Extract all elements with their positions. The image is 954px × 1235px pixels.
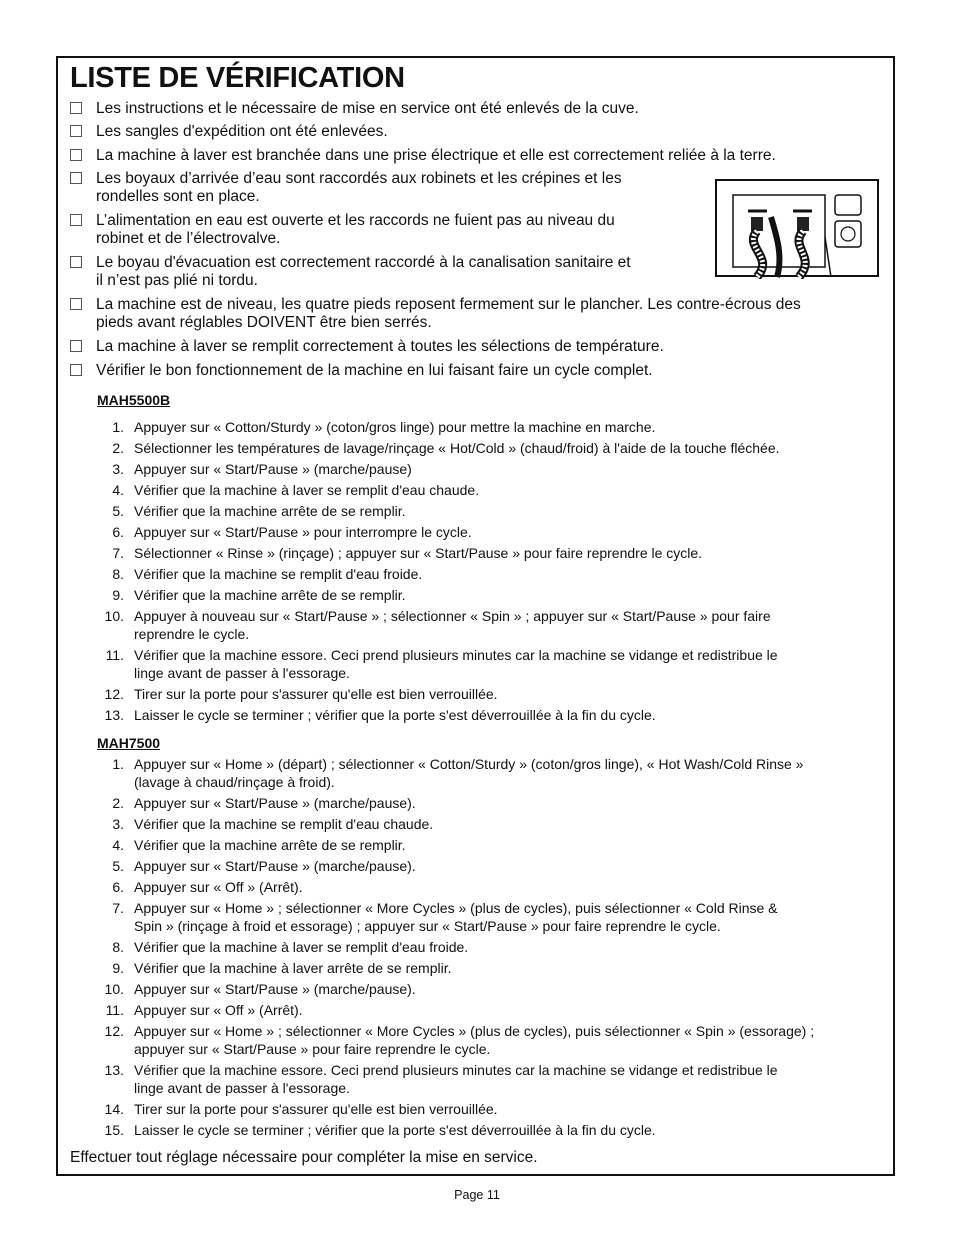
step-text: Laisser le cycle se terminer ; vérifier que la porte s'est déverrouillée à la fin du cycle. (134, 1122, 656, 1138)
step-number: 5. (112, 503, 124, 519)
checklist-line: La machine à laver est branchée dans une prise électrique et elle est correctement reliée à la terre. (96, 147, 776, 164)
step-item (97, 1022, 877, 1058)
checklist-item-text (96, 212, 615, 248)
step-text: reprendre le cycle. (134, 626, 250, 642)
step-text: (lavage à chaud/rinçage à froid). (134, 774, 335, 790)
checklist-item-text (96, 296, 801, 332)
step-number: 7. (112, 545, 124, 561)
step-item (97, 586, 877, 604)
checklist-line: rondelles sont en place. (96, 188, 260, 205)
step-number: 1. (112, 419, 124, 435)
step-text: linge avant de passer à l'essorage. (134, 665, 350, 681)
step-text: Appuyer sur « Start/Pause » (marche/pause). (134, 981, 416, 997)
step-item (97, 523, 877, 541)
model-b-steps (97, 755, 877, 1142)
step-number: 13. (104, 707, 124, 723)
checkbox[interactable] (70, 340, 82, 352)
checklist-item-text (96, 170, 622, 206)
checklist-item-text (96, 100, 639, 118)
step-number: 3. (112, 461, 124, 477)
step-number: 9. (112, 960, 124, 976)
step-text: linge avant de passer à l'essorage. (134, 1080, 350, 1096)
step-number: 6. (112, 879, 124, 895)
checklist-line: pieds avant réglables DOIVENT être bien serrés. (96, 314, 432, 331)
checklist-item-text (96, 362, 653, 380)
step-text: Vérifier que la machine essore. Ceci prend plusieurs minutes car la machine se vidange et redistribue le (134, 1062, 778, 1078)
checklist-line: Les sangles d'expédition ont été enlevées. (96, 123, 388, 140)
checklist-item-text (96, 254, 631, 290)
footer-note: Effectuer tout réglage nécessaire pour compléter la mise en service. (70, 1149, 538, 1166)
step-number: 3. (112, 816, 124, 832)
step-item (97, 706, 877, 724)
checklist-item-text (96, 338, 664, 356)
step-text: Vérifier que la machine à laver se remplit d'eau froide. (134, 939, 469, 955)
checklist-item-text (96, 123, 388, 141)
step-item (97, 1001, 877, 1019)
checklist-item-text (96, 147, 776, 165)
step-item (97, 565, 877, 583)
step-item (97, 685, 877, 703)
step-number: 10. (104, 608, 124, 624)
step-number: 14. (104, 1101, 124, 1117)
step-number: 15. (104, 1122, 124, 1138)
step-text: Sélectionner « Rinse » (rinçage) ; appuyer sur « Start/Pause » pour faire reprendre le cycle. (134, 545, 703, 561)
step-number: 7. (112, 900, 124, 916)
step-number: 13. (104, 1062, 124, 1078)
step-text: Appuyer sur « Cotton/Sturdy » (coton/gros linge) pour mettre la machine en marche. (134, 419, 656, 435)
step-number: 2. (112, 440, 124, 456)
step-text: Vérifier que la machine se remplit d'eau chaude. (134, 816, 434, 832)
page-number: Page 11 (454, 1188, 500, 1202)
step-item (97, 836, 877, 854)
step-item (97, 1061, 877, 1097)
step-text: Appuyer sur « Off » (Arrêt). (134, 1002, 303, 1018)
checkbox[interactable] (70, 149, 82, 161)
step-number: 12. (104, 686, 124, 702)
checklist-line: Le boyau d'évacuation est correctement raccordé à la canalisation sanitaire et (96, 254, 631, 271)
step-item (97, 794, 877, 812)
step-item (97, 815, 877, 833)
step-item (97, 959, 877, 977)
checklist-line: Vérifier le bon fonctionnement de la machine en lui faisant faire un cycle complet. (96, 362, 653, 379)
faucet-illustration (713, 177, 881, 279)
checklist-line: robinet et de l’électrovalve. (96, 230, 281, 247)
step-number: 1. (112, 756, 124, 772)
step-number: 4. (112, 482, 124, 498)
checklist-line: La machine est de niveau, les quatre pieds reposent fermement sur le plancher. Les contre-écrous des (96, 296, 801, 313)
step-text: Appuyer à nouveau sur « Start/Pause » ; sélectionner « Spin » ; appuyer sur « Start/Pause » pour faire (134, 608, 771, 624)
step-text: Vérifier que la machine arrête de se remplir. (134, 503, 406, 519)
model-a-steps (97, 418, 877, 727)
step-item (97, 980, 877, 998)
checkbox[interactable] (70, 256, 82, 268)
step-text: Vérifier que la machine arrête de se remplir. (134, 587, 406, 603)
step-item (97, 481, 877, 499)
step-item (97, 418, 877, 436)
step-item (97, 460, 877, 478)
step-text: Appuyer sur « Home » ; sélectionner « More Cycles » (plus de cycles), puis sélectionner « Spin » (essorage) ; (134, 1023, 815, 1039)
step-number: 6. (112, 524, 124, 540)
model-b-heading: MAH7500 (97, 735, 161, 751)
step-item (97, 607, 877, 643)
checklist-line: La machine à laver se remplit correctement à toutes les sélections de température. (96, 338, 664, 355)
step-text: Vérifier que la machine se remplit d'eau froide. (134, 566, 423, 582)
checkbox[interactable] (70, 364, 82, 376)
step-item (97, 755, 877, 791)
step-text: Tirer sur la porte pour s'assurer qu'elle est bien verrouillée. (134, 1101, 498, 1117)
page-title: LISTE DE VÉRIFICATION (70, 62, 405, 94)
model-a-heading: MAH5500B (97, 392, 171, 408)
step-text: Appuyer sur « Start/Pause » (marche/pause) (134, 461, 412, 477)
step-number: 9. (112, 587, 124, 603)
checkbox[interactable] (70, 102, 82, 114)
step-text: Appuyer sur « Home » ; sélectionner « More Cycles » (plus de cycles), puis sélectionner « Cold Rinse & (134, 900, 778, 916)
step-item (97, 899, 877, 935)
step-text: Appuyer sur « Start/Pause » pour interrompre le cycle. (134, 524, 472, 540)
step-text: Appuyer sur « Start/Pause » (marche/pause). (134, 858, 416, 874)
step-item (97, 878, 877, 896)
step-number: 5. (112, 858, 124, 874)
step-number: 11. (105, 1002, 124, 1018)
step-text: appuyer sur « Start/Pause » pour faire reprendre le cycle. (134, 1041, 491, 1057)
step-item (97, 1100, 877, 1118)
step-text: Laisser le cycle se terminer ; vérifier que la porte s'est déverrouillée à la fin du cycle. (134, 707, 656, 723)
step-item (97, 646, 877, 682)
step-number: 11. (105, 647, 124, 663)
step-number: 4. (112, 837, 124, 853)
step-text: Vérifier que la machine essore. Ceci prend plusieurs minutes car la machine se vidange et redistribue le (134, 647, 778, 663)
step-text: Appuyer sur « Home » (départ) ; sélectionner « Cotton/Sturdy » (coton/gros linge), « Hot Wash/Cold Rinse » (134, 756, 804, 772)
checkbox[interactable] (70, 172, 82, 184)
step-text: Appuyer sur « Off » (Arrêt). (134, 879, 303, 895)
checkbox[interactable] (70, 125, 82, 137)
step-item (97, 1121, 877, 1139)
step-text: Vérifier que la machine à laver se remplit d'eau chaude. (134, 482, 480, 498)
step-item (97, 938, 877, 956)
step-text: Appuyer sur « Start/Pause » (marche/pause). (134, 795, 416, 811)
step-number: 10. (104, 981, 124, 997)
step-number: 8. (112, 939, 124, 955)
step-text: Sélectionner les températures de lavage/rinçage « Hot/Cold » (chaud/froid) à l'aide de la touche fléchée. (134, 440, 780, 456)
checklist-line: L’alimentation en eau est ouverte et les raccords ne fuient pas au niveau du (96, 212, 615, 229)
step-text: Vérifier que la machine arrête de se remplir. (134, 837, 406, 853)
step-item (97, 857, 877, 875)
checklist-line: il n’est pas plié ni tordu. (96, 272, 258, 289)
step-text: Vérifier que la machine à laver arrête de se remplir. (134, 960, 452, 976)
step-number: 8. (112, 566, 124, 582)
step-number: 12. (104, 1023, 124, 1039)
step-text: Tirer sur la porte pour s'assurer qu'elle est bien verrouillée. (134, 686, 498, 702)
checklist-line: Les instructions et le nécessaire de mise en service ont été enlevés de la cuve. (96, 100, 639, 117)
step-number: 2. (112, 795, 124, 811)
checkbox[interactable] (70, 214, 82, 226)
step-item (97, 439, 877, 457)
step-item (97, 502, 877, 520)
step-text: Spin » (rinçage à froid et essorage) ; appuyer sur « Start/Pause » pour faire reprendre le cycle. (134, 918, 721, 934)
checkbox[interactable] (70, 298, 82, 310)
step-item (97, 544, 877, 562)
checklist-line: Les boyaux d’arrivée d’eau sont raccordés aux robinets et les crépines et les (96, 170, 622, 187)
